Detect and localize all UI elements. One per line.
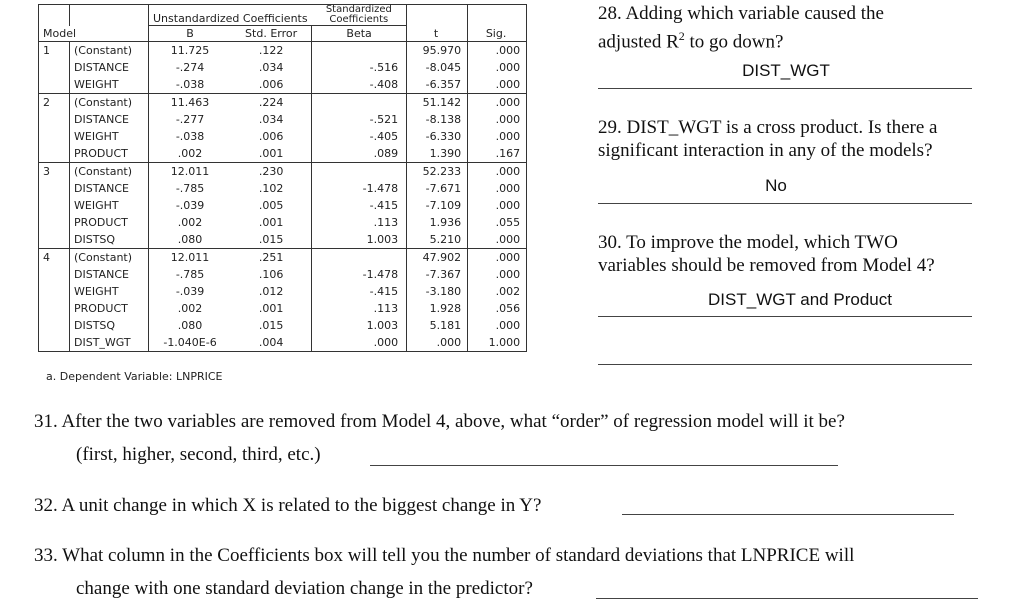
- t-cell: -3.180: [407, 283, 468, 300]
- sig-header: Sig.: [468, 26, 527, 42]
- variable-name-cell: PRODUCT: [70, 145, 149, 163]
- model-number-cell: 3: [39, 163, 70, 181]
- model-number-cell: [39, 300, 70, 317]
- question-29-line-1: 29. DIST_WGT is a cross product. Is there a: [598, 117, 938, 138]
- variable-name-cell: WEIGHT: [70, 283, 149, 300]
- model-number-cell: [39, 197, 70, 214]
- sig-cell: 1.000: [488, 336, 521, 349]
- sig-cell: .000: [495, 44, 521, 57]
- beta-cell: -.405: [312, 128, 407, 145]
- question-31: [34, 410, 845, 466]
- beta-cell: -1.478: [312, 266, 407, 283]
- std-error-cell: .004: [231, 334, 312, 352]
- variable-name-cell: DISTSQ: [70, 317, 149, 334]
- t-cell: 5.210: [407, 231, 468, 249]
- table-row: [39, 145, 527, 163]
- question-28: [598, 2, 884, 53]
- answer-line-29: [598, 203, 972, 204]
- b-cell: -.039: [175, 285, 205, 298]
- sig-cell: .167: [495, 147, 521, 160]
- std-error-cell: .102: [231, 180, 312, 197]
- model-number-cell: [39, 59, 70, 76]
- beta-cell: -.521: [312, 111, 407, 128]
- std-error-cell: .001: [231, 300, 312, 317]
- variable-name-cell: WEIGHT: [70, 197, 149, 214]
- beta-cell: 1.003: [312, 317, 407, 334]
- beta-cell: [312, 94, 407, 112]
- std-error-cell: .006: [231, 128, 312, 145]
- table-row: [39, 128, 527, 145]
- t-cell: -6.357: [407, 76, 468, 94]
- t-cell: 51.142: [407, 94, 468, 112]
- t-cell: 1.936: [407, 214, 468, 231]
- sig-cell: .000: [468, 94, 527, 112]
- beta-cell: .089: [312, 145, 407, 163]
- table-row: [39, 76, 527, 94]
- answer-28: DIST_WGT: [742, 61, 830, 80]
- t-cell: 47.902: [407, 249, 468, 267]
- b-cell: -.277: [175, 113, 205, 126]
- std-error-cell: .106: [231, 266, 312, 283]
- sig-cell: .000: [495, 233, 521, 246]
- answer-29: No: [765, 176, 787, 195]
- model-number-cell: 1: [39, 42, 70, 60]
- b-cell: 12.011: [149, 249, 232, 267]
- sig-cell: .055: [495, 216, 521, 229]
- t-cell: 5.181: [407, 317, 468, 334]
- variable-name-cell: DISTSQ: [70, 231, 149, 249]
- table-row: [39, 163, 527, 181]
- model-number-cell: [39, 334, 70, 352]
- standardized-header: Standardized Coefficients: [312, 5, 407, 26]
- table-row: [39, 59, 527, 76]
- table-header-row-1: [39, 5, 527, 26]
- b-cell: -.274: [175, 61, 205, 74]
- t-cell: 52.233: [407, 163, 468, 181]
- std-error-cell: .006: [231, 76, 312, 94]
- variable-name-cell: DIST_WGT: [70, 334, 149, 352]
- unstandardized-header: Unstandardized Coefficients: [153, 12, 308, 25]
- table-row: [39, 283, 527, 300]
- question-29-line-2: significant interaction in any of the models?: [598, 140, 933, 161]
- model-number-cell: [39, 214, 70, 231]
- question-31-line-1: 31. After the two variables are removed from Model 4, above, what “order” of regression model will it be?: [34, 411, 845, 432]
- t-cell: -8.045: [407, 59, 468, 76]
- answer-line-33: [596, 598, 978, 599]
- answer-30: DIST_WGT and Product: [708, 290, 892, 309]
- table-row: [39, 231, 527, 249]
- question-28-line-1: 28. Adding which variable caused the: [598, 3, 884, 24]
- beta-cell: .000: [312, 334, 407, 352]
- model-number-cell: 2: [39, 94, 70, 112]
- table-row: [39, 300, 527, 317]
- sig-cell: .000: [495, 199, 521, 212]
- beta-cell: -.516: [312, 59, 407, 76]
- beta-cell: -1.478: [312, 180, 407, 197]
- model-number-cell: [39, 266, 70, 283]
- t-cell: 95.970: [407, 42, 468, 60]
- std-error-cell: .224: [231, 94, 312, 112]
- b-cell: 11.463: [149, 94, 232, 112]
- std-error-cell: .015: [231, 231, 312, 249]
- b-header: B: [149, 26, 232, 42]
- sig-cell: .000: [495, 78, 521, 91]
- question-31-line-2: (first, higher, second, third, etc.): [76, 444, 321, 465]
- t-cell: 1.390: [407, 145, 468, 163]
- std-error-cell: .251: [231, 249, 312, 267]
- b-cell: -.039: [175, 199, 205, 212]
- t-cell: -7.367: [407, 266, 468, 283]
- question-32-line-1: 32. A unit change in which X is related to the biggest change in Y?: [34, 495, 542, 516]
- table-header-row-2: [39, 26, 527, 42]
- table-row: [39, 266, 527, 283]
- table-row: [39, 180, 527, 197]
- b-cell: .002: [177, 216, 203, 229]
- sig-cell: .000: [495, 268, 521, 281]
- table-row: [39, 94, 527, 112]
- table-row: [39, 214, 527, 231]
- t-cell: 1.928: [407, 300, 468, 317]
- sig-cell: .056: [495, 302, 521, 315]
- question-29: [598, 116, 937, 162]
- variable-name-cell: DISTANCE: [70, 111, 149, 128]
- answer-line-31: [370, 465, 838, 466]
- beta-cell: [312, 163, 407, 181]
- sig-cell: .000: [495, 113, 521, 126]
- variable-name-cell: PRODUCT: [70, 214, 149, 231]
- model-number-cell: [39, 111, 70, 128]
- model-number-cell: [39, 76, 70, 94]
- t-cell: -7.109: [407, 197, 468, 214]
- b-cell: -.038: [175, 78, 205, 91]
- sig-cell: .000: [495, 61, 521, 74]
- beta-cell: .113: [312, 300, 407, 317]
- variable-name-cell: (Constant): [70, 249, 149, 267]
- table-footnote: a. Dependent Variable: LNPRICE: [46, 370, 223, 383]
- model-number-cell: [39, 283, 70, 300]
- b-cell: .080: [177, 233, 203, 246]
- beta-cell: [312, 249, 407, 267]
- b-cell: .080: [177, 319, 203, 332]
- question-33-line-1: 33. What column in the Coefficients box will tell you the number of standard deviations that LNPRICE will: [34, 545, 855, 566]
- beta-cell: .113: [312, 214, 407, 231]
- model-number-cell: [39, 317, 70, 334]
- std-error-header: Std. Error: [231, 26, 312, 42]
- sig-cell: .000: [468, 249, 527, 267]
- answer-line-30: [598, 316, 972, 317]
- std-error-cell: .012: [231, 283, 312, 300]
- model-number-cell: [39, 128, 70, 145]
- table-row: [39, 42, 527, 60]
- b-cell: 11.725: [170, 44, 210, 57]
- b-cell: -.038: [175, 130, 205, 143]
- sig-cell: .002: [495, 285, 521, 298]
- question-30-line-1: 30. To improve the model, which TWO: [598, 232, 898, 253]
- question-30: [598, 231, 935, 277]
- sig-cell: .000: [495, 319, 521, 332]
- t-cell: .000: [407, 334, 468, 352]
- std-error-cell: .034: [231, 111, 312, 128]
- b-cell: .002: [177, 302, 203, 315]
- variable-name-cell: DISTANCE: [70, 180, 149, 197]
- sig-cell: .000: [495, 130, 521, 143]
- t-cell: -6.330: [407, 128, 468, 145]
- beta-cell: 1.003: [312, 231, 407, 249]
- table-body: [39, 42, 527, 352]
- beta-cell: -.415: [312, 283, 407, 300]
- variable-name-cell: WEIGHT: [70, 128, 149, 145]
- question-33-line-2: change with one standard deviation change in the predictor?: [76, 578, 533, 599]
- model-number-cell: [39, 231, 70, 249]
- table-row: [39, 111, 527, 128]
- model-header: Model: [39, 26, 149, 42]
- b-cell: -1.040E-6: [163, 336, 217, 349]
- answer-line-28: [598, 88, 972, 89]
- sig-cell: .000: [495, 182, 521, 195]
- t-cell: -7.671: [407, 180, 468, 197]
- std-error-cell: .001: [231, 145, 312, 163]
- std-error-cell: .015: [231, 317, 312, 334]
- model-number-cell: [39, 180, 70, 197]
- variable-name-cell: (Constant): [70, 94, 149, 112]
- variable-name-cell: DISTANCE: [70, 266, 149, 283]
- question-28-line-2: adjusted $R^2$ to go down?: [598, 29, 784, 53]
- variable-name-cell: (Constant): [70, 163, 149, 181]
- b-cell: -.785: [175, 268, 205, 281]
- question-32: [34, 494, 541, 517]
- model-number-cell: [39, 145, 70, 163]
- t-header: t: [407, 26, 468, 42]
- beta-cell: [312, 42, 407, 60]
- std-error-cell: .001: [231, 214, 312, 231]
- std-error-cell: .230: [231, 163, 312, 181]
- sig-cell: .000: [468, 163, 527, 181]
- table-row: [39, 334, 527, 352]
- variable-name-cell: PRODUCT: [70, 300, 149, 317]
- table-row: [39, 317, 527, 334]
- table-row: [39, 249, 527, 267]
- b-cell: 12.011: [149, 163, 232, 181]
- variable-name-cell: WEIGHT: [70, 76, 149, 94]
- std-error-cell: .034: [231, 59, 312, 76]
- question-33: [34, 544, 854, 600]
- std-error-cell: .005: [231, 197, 312, 214]
- t-cell: -8.138: [407, 111, 468, 128]
- b-cell: -.785: [175, 182, 205, 195]
- question-30-line-2: variables should be removed from Model 4?: [598, 255, 935, 276]
- answer-line-30-extra: [598, 364, 972, 365]
- answer-line-32: [622, 514, 954, 515]
- b-cell: .002: [177, 147, 203, 160]
- variable-name-cell: (Constant): [70, 42, 149, 60]
- beta-header: Beta: [312, 26, 407, 42]
- model-number-cell: 4: [39, 249, 70, 267]
- variable-name-cell: DISTANCE: [70, 59, 149, 76]
- beta-cell: -.415: [312, 197, 407, 214]
- table-row: [39, 197, 527, 214]
- coefficients-table: [38, 4, 527, 352]
- std-error-cell: .122: [231, 42, 312, 60]
- beta-cell: -.408: [312, 76, 407, 94]
